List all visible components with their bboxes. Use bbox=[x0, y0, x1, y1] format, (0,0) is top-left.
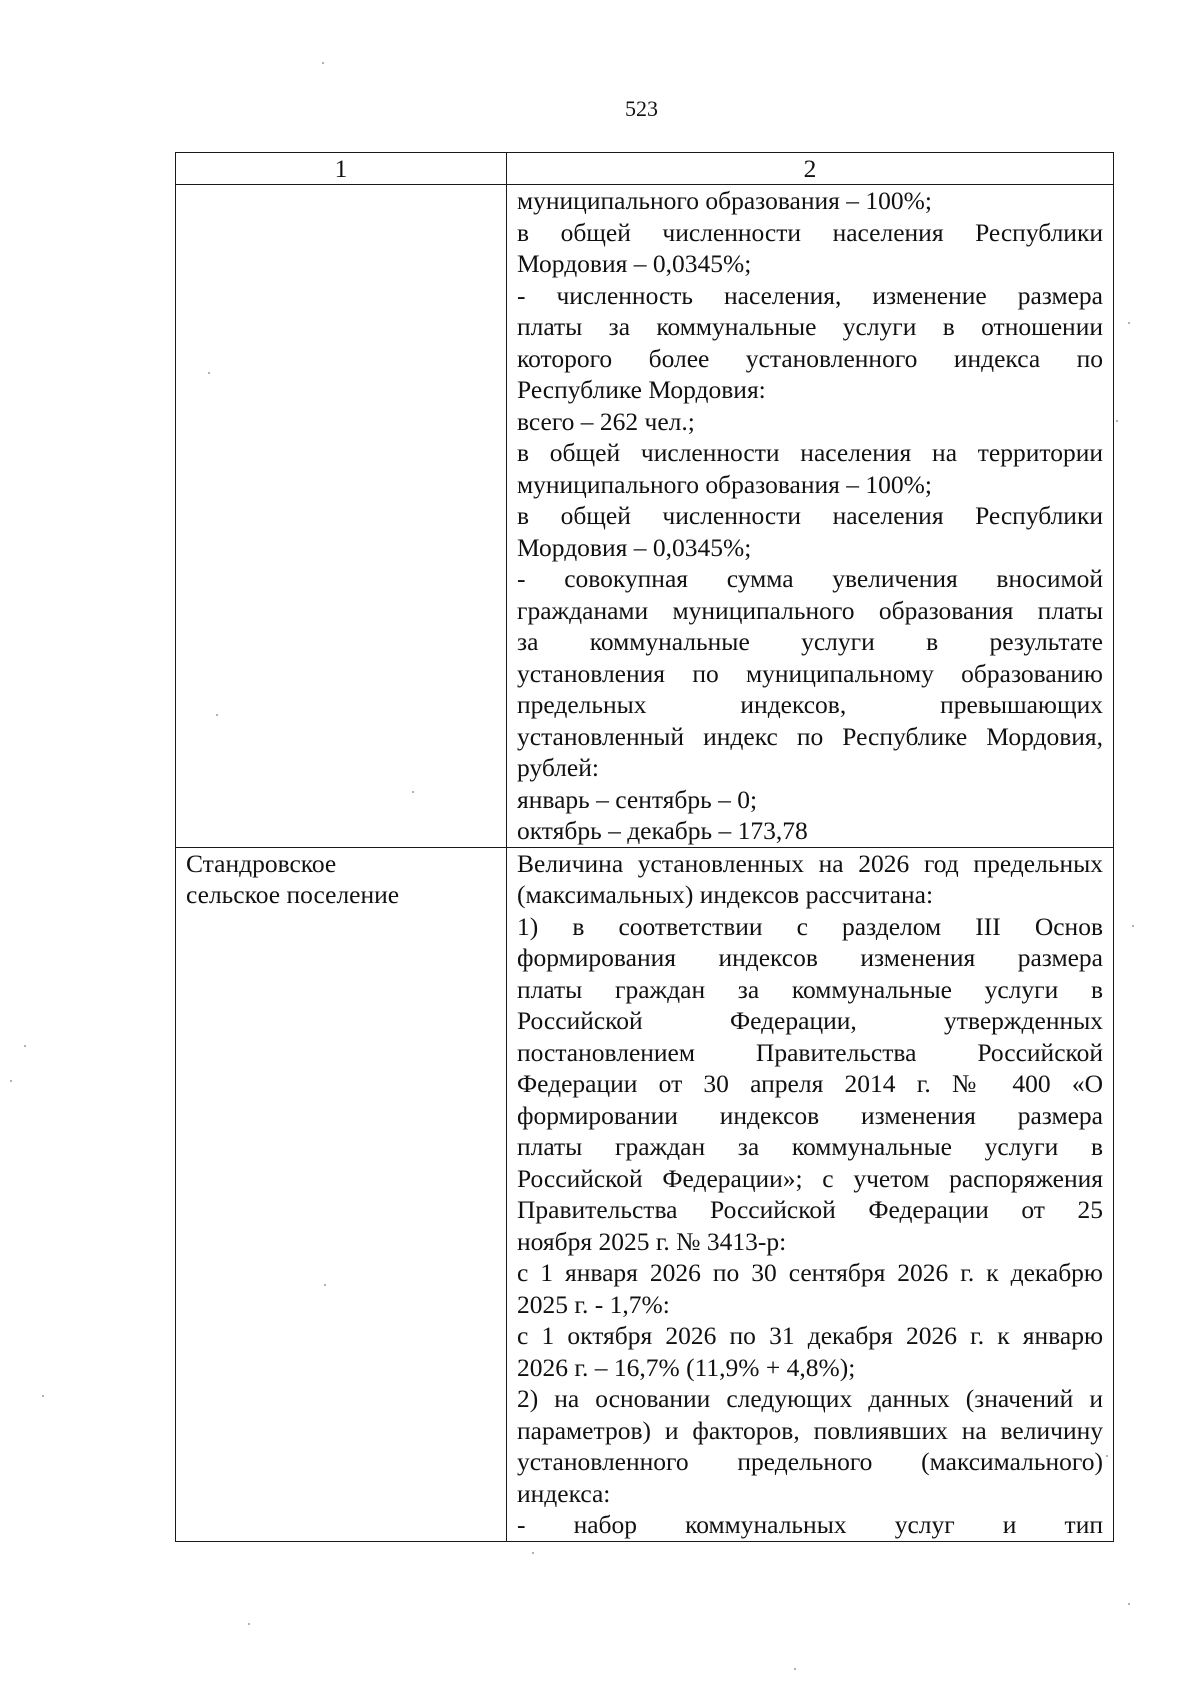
text-line: параметров) и факторов, повлиявших на величину bbox=[517, 1415, 1103, 1445]
municipality-type: сельское поселение bbox=[186, 880, 400, 909]
text-line: Величина установленных на 2026 год предельных bbox=[517, 848, 1103, 878]
municipality-cell bbox=[176, 847, 507, 1541]
text-line: 1) в соответствии с разделом III Основ bbox=[517, 911, 1103, 941]
text-line: Федерации от 30 апреля 2014 г. № 400 «О bbox=[517, 1069, 1103, 1098]
text-line: Правительства Российской Федерации от 25 bbox=[517, 1195, 1103, 1224]
text-line: предельных индексов, превышающих bbox=[517, 690, 1103, 719]
text-line: установления по муниципальному образованию bbox=[517, 658, 1103, 688]
municipality-name: Стандровское bbox=[186, 848, 337, 878]
municipality-cell bbox=[176, 185, 507, 848]
text-line: установленного предельного (максимального) bbox=[517, 1447, 1103, 1476]
description-cell bbox=[507, 847, 1114, 1541]
text-line: Мордовия – 0,0345%; bbox=[517, 532, 752, 562]
text-line: которого более установленного индекса по bbox=[517, 343, 1103, 373]
table-row bbox=[176, 185, 1114, 848]
column-header-1: 1 bbox=[176, 153, 507, 185]
text-line: Мордовия – 0,0345%; bbox=[517, 249, 752, 278]
page-number: 523 bbox=[625, 96, 658, 121]
text-line: постановлением Правительства Российской bbox=[517, 1037, 1103, 1067]
text-line: Российской Федерации»; с учетом распоряжения bbox=[517, 1163, 1103, 1193]
text-line: (максимальных) индексов рассчитана: bbox=[517, 880, 934, 909]
text-line: формирования индексов изменения размера bbox=[517, 943, 1103, 972]
text-line: ноября 2025 г. № 3413-р: bbox=[517, 1226, 787, 1256]
scan-speck bbox=[532, 1552, 534, 1554]
text-line: - численность населения, изменение размера bbox=[517, 280, 1103, 310]
text-line: Российской Федерации, утвержденных bbox=[517, 1006, 1103, 1035]
scan-speck bbox=[324, 1284, 326, 1286]
text-line: 2) на основании следующих данных (значений и bbox=[517, 1384, 1103, 1413]
scan-speck bbox=[10, 1080, 12, 1082]
scan-speck bbox=[1128, 322, 1130, 324]
text-line: в общей численности населения на территории bbox=[517, 438, 1103, 467]
scan-speck bbox=[24, 1045, 26, 1047]
scan-speck bbox=[322, 62, 324, 64]
scan-speck bbox=[1132, 925, 1134, 927]
text-line: - совокупная сумма увеличения вносимой bbox=[517, 564, 1103, 593]
text-line: муниципального образования – 100%; bbox=[517, 469, 932, 499]
column-header-2: 2 bbox=[507, 153, 1114, 185]
text-line: 2025 г. - 1,7%: bbox=[517, 1289, 670, 1319]
text-line: муниципального образования – 100%; bbox=[517, 186, 932, 215]
text-line: платы за коммунальные услуги в отношении bbox=[517, 312, 1103, 341]
scan-speck bbox=[216, 714, 218, 716]
scan-speck bbox=[1116, 420, 1118, 422]
text-line: рублей: bbox=[517, 753, 599, 782]
scan-speck bbox=[248, 1623, 250, 1625]
description-cell bbox=[507, 185, 1114, 848]
text-line: платы граждан за коммунальные услуги в bbox=[517, 1132, 1103, 1161]
table-header-row bbox=[176, 153, 1114, 185]
text-line: платы граждан за коммунальные услуги в bbox=[517, 974, 1103, 1004]
scan-speck bbox=[794, 1668, 796, 1670]
text-line: гражданами муниципального образования платы bbox=[517, 595, 1103, 625]
text-line: 2026 г. – 16,7% (11,9% + 4,8%); bbox=[517, 1352, 856, 1382]
table-row bbox=[176, 847, 1114, 1541]
text-line: январь – сентябрь – 0; bbox=[517, 784, 758, 814]
text-line: - набор коммунальных услуг и тип bbox=[517, 1510, 1103, 1539]
text-line: октябрь – декабрь – 173,78 bbox=[517, 816, 808, 845]
text-line: с 1 января 2026 по 30 сентября 2026 г. к декабрю bbox=[517, 1258, 1103, 1287]
text-line: всего – 262 чел.; bbox=[517, 406, 695, 436]
scan-speck bbox=[412, 791, 414, 793]
text-line: формировании индексов изменения размера bbox=[517, 1100, 1103, 1130]
text-line: в общей численности населения Республики bbox=[517, 501, 1103, 530]
scan-speck bbox=[1106, 1455, 1108, 1457]
scan-speck bbox=[208, 372, 210, 374]
text-line: за коммунальные услуги в результате bbox=[517, 627, 1103, 656]
text-line: Республике Мордовия: bbox=[517, 375, 766, 404]
text-line: в общей численности населения Республики bbox=[517, 217, 1103, 247]
text-line: индекса: bbox=[517, 1478, 611, 1508]
text-line: установленный индекс по Республике Мордовия, bbox=[517, 721, 1103, 751]
indices-table bbox=[175, 152, 1114, 1542]
scan-speck bbox=[1128, 1603, 1130, 1605]
text-line: с 1 октября 2026 по 31 декабря 2026 г. к январю bbox=[517, 1321, 1103, 1350]
scan-speck bbox=[42, 1395, 44, 1397]
